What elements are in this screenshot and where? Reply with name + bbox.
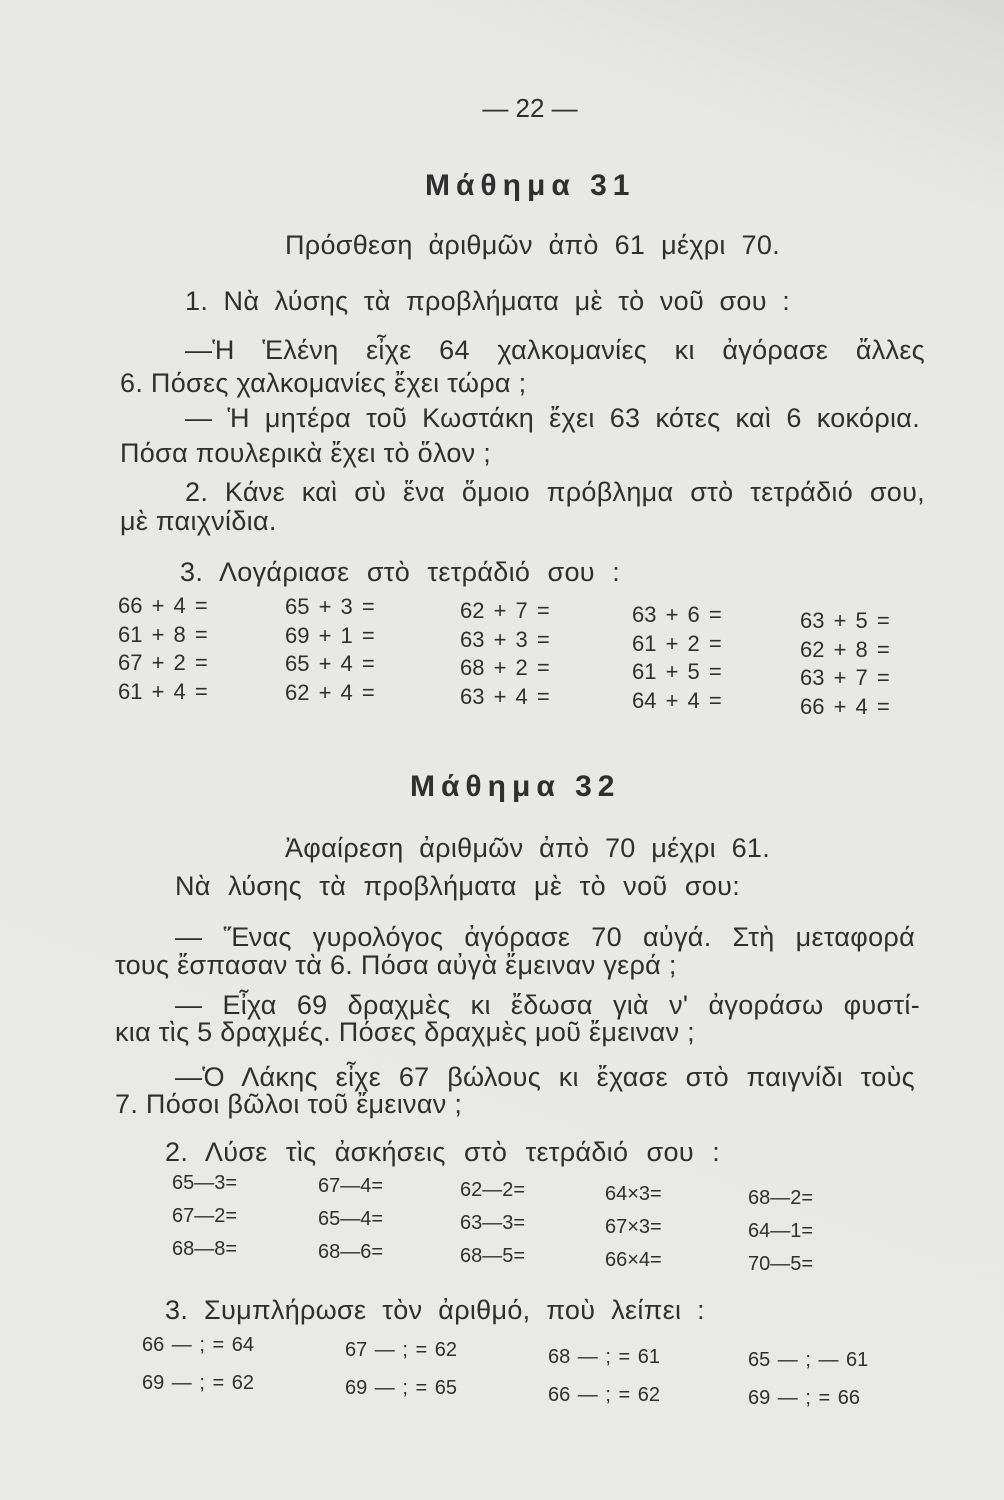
difference-exercise: 62—2= [460, 1179, 526, 1201]
sum-exercise: 61 + 2 = [632, 630, 722, 656]
sum-exercise: 63 + 3 = [460, 626, 550, 652]
difference-exercise: 66×4= [605, 1249, 662, 1271]
sum-exercise: 63 + 5 = [800, 608, 890, 633]
difference-exercise: 68—6= [318, 1241, 384, 1263]
exercise-2-line: μὲ παιχνίδια. [120, 506, 277, 536]
sum-exercise: 63 + 4 = [460, 683, 550, 709]
sum-column [800, 607, 890, 721]
problem-line: —Ἡ Ἑλένη εἶχε 64 χαλκομανίες κι ἀγόρασε ἄλλες [185, 335, 925, 365]
difference-exercise: 70—5= [748, 1253, 814, 1275]
lesson-31-title: Μάθημα 31 [425, 169, 636, 202]
exercise-3-label: 3. Συμπλήρωσε τὸν ἀριθμό, ποὺ λείπει : [165, 1295, 705, 1325]
missing-number-column [345, 1331, 457, 1407]
difference-exercise: 63—3= [460, 1212, 526, 1234]
missing-number-exercise: 65 — ; — 61 [748, 1349, 869, 1371]
difference-exercise: 68—2= [748, 1187, 814, 1209]
sum-exercise: 67 + 2 = [118, 650, 208, 675]
difference-column [605, 1178, 662, 1277]
sum-exercise: 63 + 6 = [632, 602, 722, 627]
lesson-31-subtitle: Πρόσθεση ἀριθμῶν ἀπὸ 61 μέχρι 70. [285, 230, 780, 260]
difference-exercise: 67—4= [318, 1175, 384, 1197]
sum-exercise: 61 + 5 = [632, 659, 722, 684]
sum-exercise: 62 + 4 = [285, 679, 375, 705]
problem-line: 7. Πόσοι βῶλοι τοῦ ἔμειναν ; [115, 1089, 463, 1119]
difference-exercise: 64—1= [748, 1220, 814, 1242]
problem-line: 6. Πόσες χαλκομανίες ἔχει τώρα ; [120, 368, 527, 398]
exercise-2-line: 2. Κάνε καὶ σὺ ἕνα ὅμοιο πρόβλημα στὸ τετράδιό σου, [185, 477, 925, 507]
difference-exercise: 64×3= [605, 1183, 662, 1205]
difference-exercise: 67—2= [172, 1205, 238, 1227]
difference-exercise: 68—5= [460, 1245, 526, 1267]
page-number: — 22 — [482, 93, 578, 123]
sum-exercise: 62 + 7 = [460, 598, 550, 623]
difference-column [460, 1174, 525, 1273]
sum-column [118, 592, 208, 706]
missing-number-exercise: 67 — ; = 62 [345, 1339, 457, 1361]
exercise-1-label: Νὰ λύσης τὰ προβλήματα μὲ τὸ νοῦ σου: [175, 871, 740, 901]
exercise-3-label: 3. Λογάριασε στὸ τετράδιό σου : [180, 557, 620, 587]
missing-number-exercise: 68 — ; = 61 [548, 1346, 660, 1368]
missing-number-exercise: 69 — ; = 62 [142, 1372, 254, 1394]
missing-number-column [548, 1338, 660, 1414]
sum-exercise: 65 + 4 = [285, 651, 375, 676]
difference-exercise: 67×3= [605, 1216, 662, 1238]
sum-exercise: 61 + 8 = [118, 621, 208, 647]
sum-exercise: 69 + 1 = [285, 622, 375, 648]
sum-exercise: 68 + 2 = [460, 655, 550, 680]
problem-line: — Ἕνας γυρολόγος ἀγόρασε 70 αὐγά. Στὴ μεταφορά [175, 922, 915, 952]
problem-line: —Ὁ Λάκης εἶχε 67 βώλους κι ἔχασε στὸ παιγνίδι τοὺς [175, 1062, 915, 1092]
exercise-1-label: 1. Νὰ λύσης τὰ προβλήματα μὲ τὸ νοῦ σου : [185, 286, 790, 316]
difference-exercise: 68—8= [172, 1238, 238, 1260]
sum-column [285, 593, 375, 707]
problem-line: — Εἶχα 69 δραχμὲς κι ἔδωσα γιὰ ν' ἀγοράσω φυστί- [175, 990, 920, 1020]
missing-number-exercise: 69 — ; = 65 [345, 1377, 457, 1399]
missing-number-column [142, 1326, 254, 1402]
problem-line: τους ἔσπασαν τὰ 6. Πόσα αὐγὰ ἔμειναν γερά ; [115, 950, 677, 980]
lesson-32-title: Μάθημα 32 [410, 770, 621, 803]
sum-exercise: 66 + 4 = [800, 693, 890, 719]
difference-exercise: 65—4= [318, 1208, 384, 1230]
exercise-2-label: 2. Λύσε τὶς ἀσκήσεις στὸ τετράδιό σου : [165, 1137, 720, 1167]
sum-column [632, 601, 722, 715]
sum-exercise: 62 + 8 = [800, 636, 890, 662]
sum-column [460, 597, 550, 711]
problem-line: Πόσα πουλερικὰ ἔχει τὸ ὅλον ; [120, 438, 492, 468]
difference-exercise: 65—3= [172, 1172, 238, 1194]
sum-exercise: 63 + 7 = [800, 665, 890, 690]
difference-column [318, 1170, 383, 1269]
sum-exercise: 64 + 4 = [632, 687, 722, 713]
missing-number-exercise: 66 — ; = 64 [142, 1334, 254, 1356]
sum-exercise: 61 + 4 = [118, 678, 208, 704]
lesson-32-subtitle: Ἀφαίρεση ἀριθμῶν ἀπὸ 70 μέχρι 61. [285, 833, 770, 863]
difference-column [172, 1167, 237, 1266]
missing-number-exercise: 66 — ; = 62 [548, 1384, 660, 1406]
sum-exercise: 65 + 3 = [285, 594, 375, 619]
missing-number-exercise: 69 — ; = 66 [748, 1387, 860, 1409]
difference-column [748, 1182, 813, 1281]
problem-line: κια τὶς 5 δραχμές. Πόσες δραχμὲς μοῦ ἔμειναν ; [115, 1017, 695, 1047]
sum-exercise: 66 + 4 = [118, 593, 208, 618]
missing-number-column [748, 1341, 868, 1417]
problem-line: — Ἡ μητέρα τοῦ Κωστάκη ἔχει 63 κότες καὶ 6 κοκόρια. [185, 403, 920, 433]
